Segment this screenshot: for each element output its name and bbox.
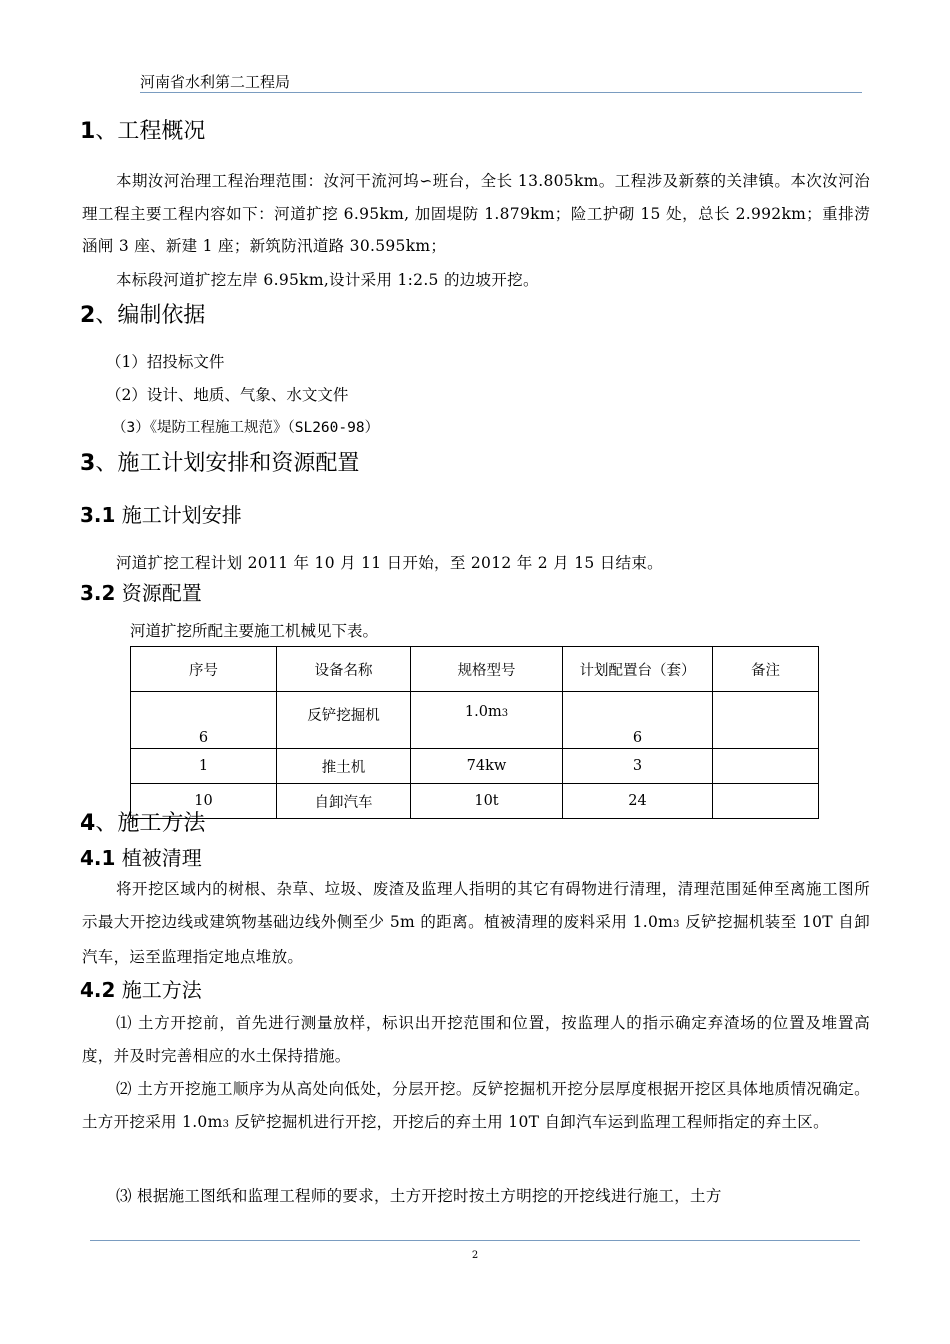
unit-suffix: 3 — [673, 918, 680, 930]
section-2-heading — [80, 302, 205, 330]
table-cell-no: 6 — [131, 692, 277, 749]
unit-suffix: 3 — [222, 1118, 230, 1130]
table-cell-note — [713, 784, 819, 819]
table-cell-note — [713, 749, 819, 784]
table-header-row — [131, 647, 819, 692]
section-4-2-paragraph-1: ⑴ 土方开挖前，首先进行测量放样，标识出开挖范围和位置，按监理人的指示确定弃渣场的位置及堆置高度，并及时完善相应的水土保持措施。 — [82, 1014, 870, 1065]
equipment-table — [130, 646, 819, 819]
section-3-1-heading — [80, 502, 242, 528]
section-3-2-number: 3.2 — [80, 581, 116, 605]
header-rule — [140, 92, 862, 93]
section-3-2-paragraph: 河道扩挖所配主要施工机械见下表。 — [130, 622, 379, 640]
paragraph-text: ⑵ 土方开挖施工顺序为从高处向低处，分层开挖。反铲挖掘机开挖分层厚度根据开挖区具体地质情况确定。土方开挖采用 1.0m — [82, 1080, 870, 1131]
section-2-number: 2 — [80, 303, 96, 328]
table-cell-name: 反铲挖掘机 — [277, 692, 411, 749]
section-1-number: 1 — [80, 119, 96, 144]
header-org: 河南省水利第二工程局 — [140, 73, 291, 91]
paragraph-text: 将开挖区域内的树根、杂草、垃圾、废渣及监理人指明的其它有碍物进行清理，清理范围延伸至离施工图所示最大开挖边线或建筑物基础边线外侧至少 5m 的距离。植被清理的废料采用 1.0m — [82, 880, 870, 931]
paragraph-text: 反铲挖掘机进行开挖，开挖后的弃土用 10T 自卸汽车运到监理工程师指定的弃土区。 — [229, 1112, 829, 1131]
section-4-2-paragraph-3: ⑶ 根据施工图纸和监理工程师的要求，土方开挖时按土方明挖的开挖线进行施工，土方 — [116, 1187, 722, 1205]
section-2-title: 、编制依据 — [95, 303, 206, 328]
table-cell-qty: 6 — [563, 692, 713, 749]
section-3-1-title: 施工计划安排 — [115, 503, 242, 527]
table-cell-note — [713, 692, 819, 749]
section-3-1-number: 3.1 — [80, 503, 116, 527]
table-header-cell: 设备名称 — [277, 647, 411, 692]
table-cell-no: 10 — [131, 784, 277, 819]
table-header-cell: 计划配置台（套） — [563, 647, 713, 692]
section-4-2-paragraph-2 — [82, 1073, 870, 1141]
table-header-cell: 备注 — [713, 647, 819, 692]
section-1-title: 、工程概况 — [95, 119, 206, 144]
basis-item-1: （1）招投标文件 — [106, 353, 225, 371]
section-4-heading — [80, 810, 205, 838]
section-4-1-heading — [80, 845, 202, 871]
section-4-1-number: 4.1 — [80, 846, 116, 870]
spec-unit-suffix: 3 — [501, 708, 509, 719]
table-header-cell: 序号 — [131, 647, 277, 692]
section-3-2-title: 资源配置 — [115, 581, 202, 605]
section-3-1-paragraph: 河道扩挖工程计划 2011 年 10 月 11 日开始，至 2012 年 2 月 15 日结束。 — [116, 554, 663, 572]
table-row — [131, 749, 819, 784]
table-cell-name: 推土机 — [277, 749, 411, 784]
table-cell-qty: 24 — [563, 784, 713, 819]
basis-item-3: （3）《堤防工程施工规范》（SL260-98） — [112, 420, 380, 436]
table-cell-name: 自卸汽车 — [277, 784, 411, 819]
table-header-cell: 规格型号 — [411, 647, 563, 692]
section-1-heading — [80, 118, 205, 146]
section-3-title: 、施工计划安排和资源配置 — [95, 451, 360, 476]
table-row — [131, 784, 819, 819]
table-cell-spec: 74kw — [411, 749, 563, 784]
table-cell-qty: 3 — [563, 749, 713, 784]
section-4-2-title: 施工方法 — [115, 978, 202, 1002]
section-4-title: 、施工方法 — [95, 811, 206, 836]
table-cell-spec — [411, 692, 563, 749]
section-4-number: 4 — [80, 811, 96, 836]
spec-value: 1.0m — [464, 704, 502, 720]
section-4-2-heading — [80, 977, 202, 1003]
section-3-2-heading — [80, 580, 202, 606]
footer-rule — [90, 1240, 860, 1241]
paragraph-text: 反铲挖掘机装至 10T 自卸汽车，运至监理指定地点堆放。 — [82, 912, 870, 966]
section-3-heading — [80, 450, 359, 478]
section-4-1-title: 植被清理 — [115, 846, 202, 870]
section-4-1-paragraph — [82, 873, 870, 974]
section-1-paragraph-1: 本期汝河治理工程治理范围：汝河干流河坞∽班台，全长 13.805km。工程涉及新蔡的关津镇。本次汝河治理工程主要工程内容如下：河道扩挖 6.95km, 加固堤防 1.879km；险工护砌 15 处，总长 2.992km；重排涝涵闸 3 座、新建 1 座；新筑防汛道路 30.595km； — [82, 172, 870, 255]
table-cell-spec: 10t — [411, 784, 563, 819]
page-number: 2 — [471, 1250, 479, 1261]
table-cell-no: 1 — [131, 749, 277, 784]
section-3-number: 3 — [80, 451, 96, 476]
section-1-paragraph-2: 本标段河道扩挖左岸 6.95km,设计采用 1:2.5 的边坡开挖。 — [116, 271, 539, 289]
section-4-2-number: 4.2 — [80, 978, 116, 1002]
basis-item-2: （2）设计、地质、气象、水文文件 — [106, 386, 349, 404]
table-row — [131, 692, 819, 749]
